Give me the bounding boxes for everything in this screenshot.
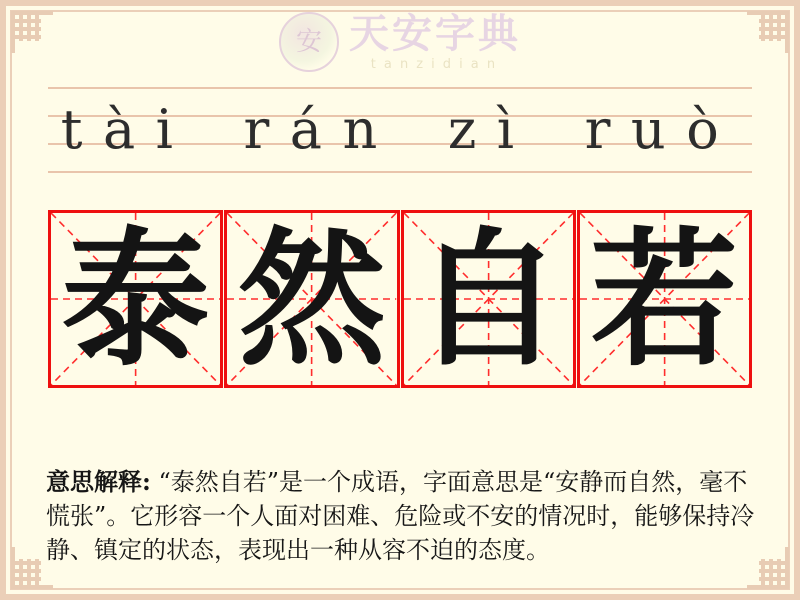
explanation-paragraph xyxy=(46,465,756,567)
character-box xyxy=(577,210,752,388)
character-box xyxy=(224,210,399,388)
pinyin-syllable: ruò xyxy=(584,98,740,161)
character-grid xyxy=(48,210,752,388)
character-box xyxy=(48,210,223,388)
pinyin-syllable: zì xyxy=(447,98,535,161)
pinyin-syllable: tài xyxy=(60,98,194,161)
idiom-character: 若 xyxy=(590,212,739,386)
header xyxy=(0,12,800,72)
idiom-character: 泰 xyxy=(61,212,210,386)
brand-name: 天安字典 xyxy=(349,10,521,57)
explanation-body: “泰然自若”是一个成语，字面意思是“安静而自然，毫不慌张”。它形容一个人面对困难、危险或不安的情况时，能够保持冷静、镇定的状态，表现出一种从容不迫的态度。 xyxy=(46,468,755,564)
character-box xyxy=(401,210,576,388)
pinyin-row xyxy=(48,86,752,174)
brand-block xyxy=(349,12,521,72)
pinyin-syllable: rán xyxy=(243,98,398,161)
brand-subtext: tanzidian xyxy=(370,57,504,72)
seal-circle-icon: 安 xyxy=(279,12,339,72)
explanation-label: 意思解释: xyxy=(46,467,151,496)
idiom-character: 自 xyxy=(414,212,563,386)
idiom-character: 然 xyxy=(237,212,386,386)
